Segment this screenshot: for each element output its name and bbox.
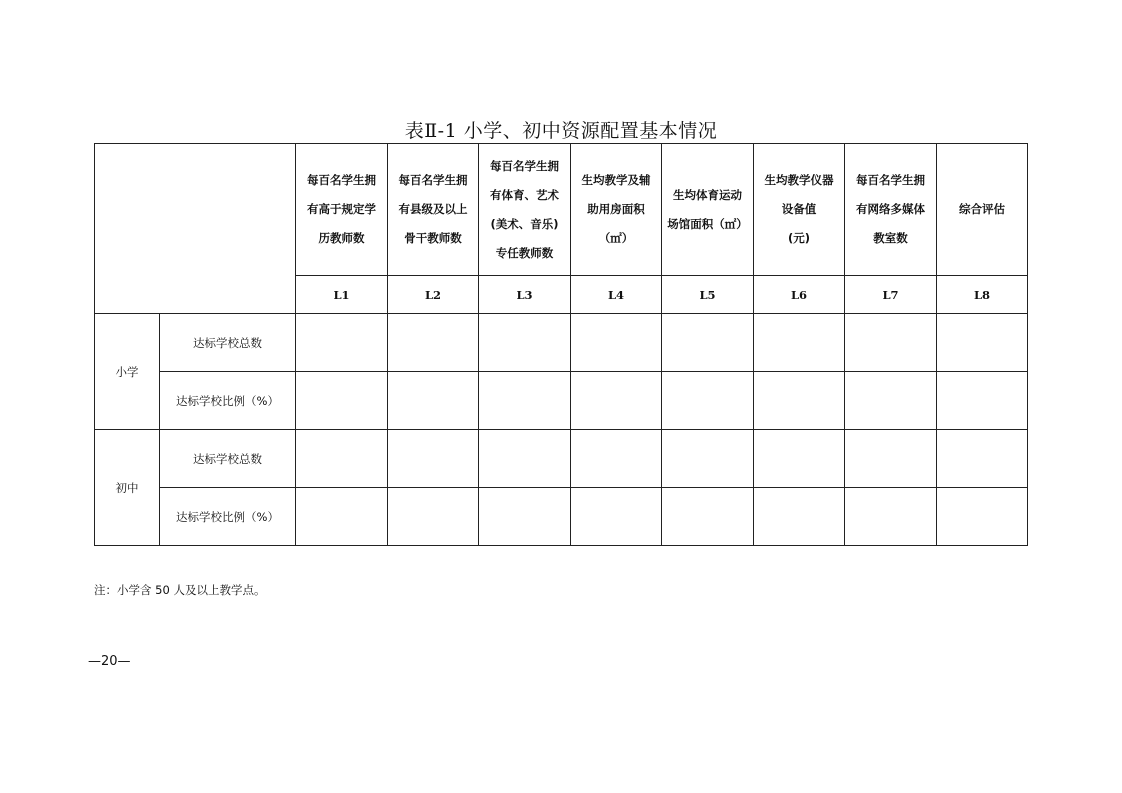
data-cell <box>479 430 571 488</box>
header-l3: 每百名学生拥 有体育、艺术 (美术、音乐) 专任教师数 <box>479 144 571 276</box>
data-cell <box>754 488 845 546</box>
data-cell <box>662 430 754 488</box>
data-cell <box>571 372 662 430</box>
data-cell <box>754 372 845 430</box>
group-label-primary: 小学 <box>95 314 160 430</box>
data-cell <box>296 430 388 488</box>
table-title: 表Ⅱ-1 小学、初中资源配置基本情况 <box>404 120 718 142</box>
data-cell <box>937 430 1028 488</box>
header-l6: 生均教学仪器 设备值 (元) <box>754 144 845 276</box>
data-cell <box>845 314 937 372</box>
code-l7: L7 <box>845 276 937 314</box>
data-cell <box>479 314 571 372</box>
header-row <box>95 144 1028 276</box>
code-l6: L6 <box>754 276 845 314</box>
table-row <box>95 372 1028 430</box>
row-label: 达标学校总数 <box>160 314 296 372</box>
row-label: 达标学校总数 <box>160 430 296 488</box>
resource-table <box>94 143 1028 546</box>
code-l2: L2 <box>388 276 479 314</box>
data-cell <box>388 488 479 546</box>
corner-cell <box>95 144 296 314</box>
data-cell <box>662 488 754 546</box>
data-cell <box>845 372 937 430</box>
header-l5: 生均体育运动 场馆面积（㎡） <box>662 144 754 276</box>
code-l3: L3 <box>479 276 571 314</box>
code-l5: L5 <box>662 276 754 314</box>
data-cell <box>479 372 571 430</box>
code-l8: L8 <box>937 276 1028 314</box>
data-cell <box>937 372 1028 430</box>
data-cell <box>937 488 1028 546</box>
header-l2: 每百名学生拥 有县级及以上 骨干教师数 <box>388 144 479 276</box>
header-l4: 生均教学及辅 助用房面积 （㎡） <box>571 144 662 276</box>
data-cell <box>296 314 388 372</box>
footnote: 注：小学含 50 人及以上教学点。 <box>94 583 266 597</box>
data-cell <box>388 314 479 372</box>
data-cell <box>388 430 479 488</box>
code-l1: L1 <box>296 276 388 314</box>
data-cell <box>754 314 845 372</box>
data-cell <box>754 430 845 488</box>
code-l4: L4 <box>571 276 662 314</box>
group-label-junior: 初中 <box>95 430 160 546</box>
data-cell <box>662 314 754 372</box>
data-cell <box>479 488 571 546</box>
data-cell <box>937 314 1028 372</box>
data-cell <box>571 430 662 488</box>
data-cell <box>571 488 662 546</box>
header-l8: 综合评估 <box>937 144 1028 276</box>
data-cell <box>388 372 479 430</box>
table-row <box>95 488 1028 546</box>
data-cell <box>296 372 388 430</box>
data-cell <box>296 488 388 546</box>
table-row <box>95 430 1028 488</box>
data-cell <box>845 430 937 488</box>
table-row <box>95 314 1028 372</box>
page-number: —20— <box>88 654 131 669</box>
data-cell <box>845 488 937 546</box>
row-label: 达标学校比例（%） <box>160 488 296 546</box>
header-l7: 每百名学生拥 有网络多媒体 教室数 <box>845 144 937 276</box>
row-label: 达标学校比例（%） <box>160 372 296 430</box>
header-l1: 每百名学生拥 有高于规定学 历教师数 <box>296 144 388 276</box>
data-cell <box>571 314 662 372</box>
data-cell <box>662 372 754 430</box>
